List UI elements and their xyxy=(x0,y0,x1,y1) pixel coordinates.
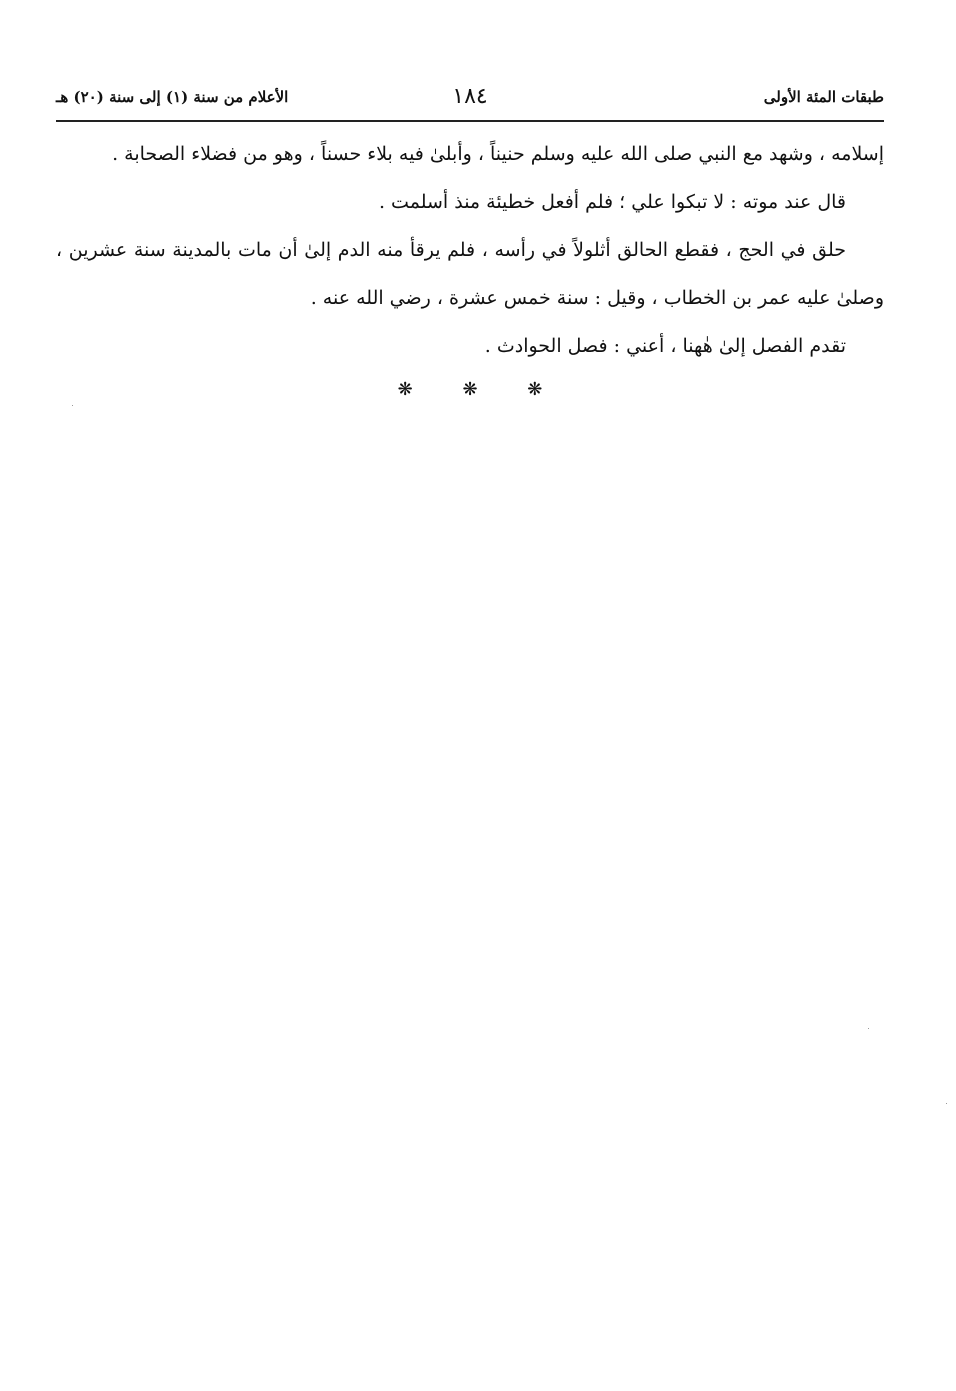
scan-speck xyxy=(946,1103,947,1104)
section-title: الأعلام من سنة (١) إلى سنة (٢٠) هـ xyxy=(56,88,289,106)
paragraph: قال عند موته : لا تبكوا علي ؛ فلم أفعل خطيئة منذ أسلمت . xyxy=(378,191,846,213)
scan-speck xyxy=(868,1028,869,1029)
page-number: ١٨٤ xyxy=(452,84,488,109)
book-title: طبقات المئة الأولى xyxy=(763,88,884,106)
running-header xyxy=(56,84,884,114)
paragraph: تقدم الفصل إلىٰ هٰهنا ، أعني : فصل الحوادث . xyxy=(484,335,846,357)
paragraph: إسلامه ، وشهد مع النبي صلى الله عليه وسلم حنيناً ، وأبلىٰ فيه بلاء حسناً ، وهو من فضلاء الصحابة . xyxy=(112,143,884,165)
section-separator: ❋ ❋ ❋ xyxy=(397,379,565,400)
body-text xyxy=(56,130,884,410)
header-rule xyxy=(56,120,884,122)
paragraph: حلق في الحج ، فقطع الحالق أثلولاً في رأسه ، فلم يرقأ منه الدم إلىٰ أن مات بالمدينة سنة عشرين ، وصلىٰ عليه عمر بن الخطاب ، وقيل : سنة خمس عشرة ، رضي الله عنه . xyxy=(56,239,884,309)
scan-speck xyxy=(72,405,73,406)
